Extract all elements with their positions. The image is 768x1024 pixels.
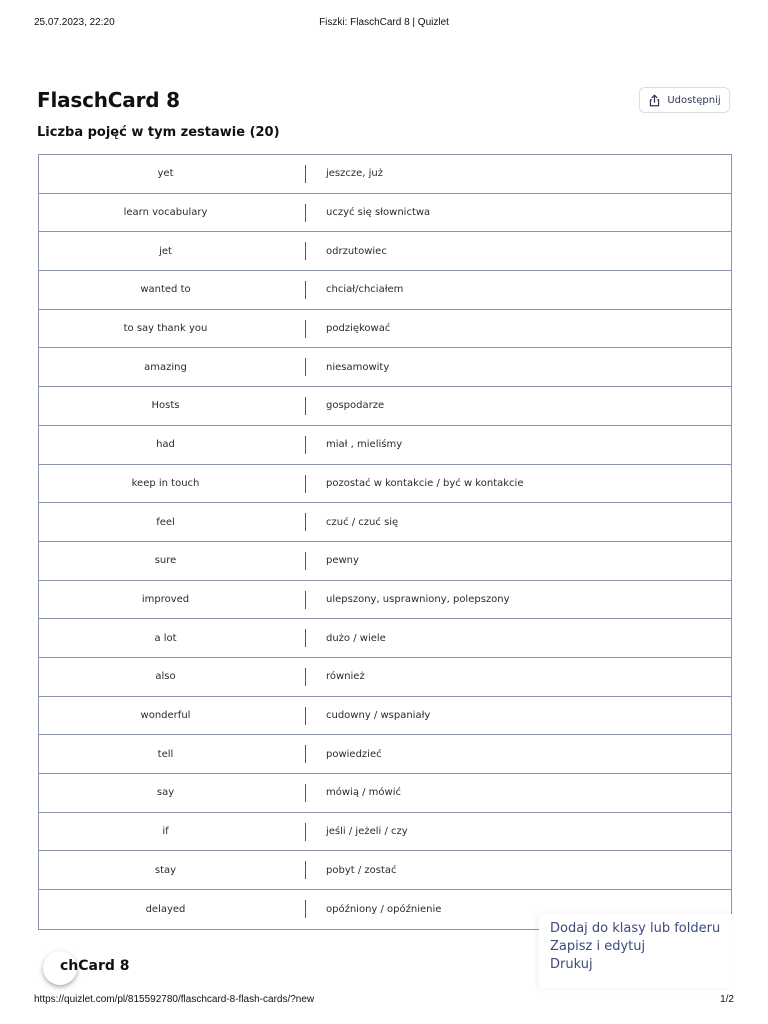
term-definition: jeszcze, już [326,168,384,180]
row-divider [305,513,306,531]
menu-item-save-and-edit[interactable]: Zapisz i edytuj [550,939,646,954]
row-divider [305,900,306,918]
term-row [39,155,731,194]
row-divider [305,823,306,841]
row-divider [305,745,306,763]
term-row [39,232,731,271]
term-definition: również [326,671,365,683]
term-definition: uczyć się słownictwa [326,207,431,219]
term-row [39,813,731,852]
next-set-title: chCard 8 [60,958,130,974]
term-definition: pewny [326,555,359,567]
term-row [39,619,731,658]
term-definition: jeśli / jeżeli / czy [326,826,408,838]
term-definition: powiedzieć [326,748,382,760]
context-menu [539,914,732,988]
share-icon [648,94,661,107]
row-divider [305,475,306,493]
term-word: stay [154,864,177,876]
term-word: also [155,671,176,683]
term-row [39,310,731,349]
term-row [39,194,731,233]
term-definition: mówią / mówić [326,787,401,799]
term-row [39,348,731,387]
term-word: amazing [144,361,187,373]
row-divider [305,861,306,879]
term-word: a lot [154,632,177,644]
print-page-title: Fiszki: FlaschCard 8 | Quizlet [319,17,449,28]
term-row [39,851,731,890]
term-count-heading: Liczba pojęć w tym zestawie (20) [37,125,280,140]
term-row [39,658,731,697]
row-divider [305,591,306,609]
term-definition: opóźniony / opóźnienie [326,903,442,915]
row-divider [305,204,306,222]
terms-table [38,154,732,930]
term-row [39,542,731,581]
print-url: https://quizlet.com/pl/815592780/flaschcard-8-flash-cards/?new [34,994,315,1005]
term-word: say [156,787,175,799]
row-divider [305,281,306,299]
print-header [0,17,768,31]
row-divider [305,358,306,376]
term-word: keep in touch [131,477,200,489]
row-divider [305,784,306,802]
term-definition: miał , mieliśmy [326,439,403,451]
term-row [39,271,731,310]
row-divider [305,629,306,647]
term-word: had [156,439,175,451]
term-row [39,426,731,465]
term-definition: niesamowity [326,361,390,373]
term-row [39,581,731,620]
term-row [39,697,731,736]
term-row [39,387,731,426]
print-datetime: 25.07.2023, 22:20 [34,17,115,28]
term-word: learn vocabulary [123,207,208,219]
term-word: improved [141,593,190,605]
row-divider [305,668,306,686]
term-definition: chciał/chciałem [326,284,404,296]
set-title: FlaschCard 8 [37,88,180,112]
term-word: sure [154,555,177,567]
term-word: jet [159,245,172,257]
term-word: delayed [145,903,186,915]
row-divider [305,397,306,415]
term-definition: pozostać w kontakcie / być w kontakcie [326,477,524,489]
term-definition: ulepszony, usprawniony, polepszony [326,593,510,605]
share-button[interactable] [639,87,730,113]
row-divider [305,436,306,454]
term-word: to say thank you [123,323,208,335]
row-divider [305,707,306,725]
menu-item-add-to-class-or-folder[interactable]: Dodaj do klasy lub folderu [550,921,721,936]
term-definition: cudowny / wspaniały [326,709,431,721]
term-word: feel [156,516,175,528]
term-definition: czuć / czuć się [326,516,399,528]
menu-item-print[interactable]: Drukuj [550,957,593,972]
print-footer [0,994,768,1008]
term-row [39,465,731,504]
term-row [39,503,731,542]
term-word: if [162,826,169,838]
term-definition: podziękować [326,323,391,335]
term-definition: odrzutowiec [326,245,387,257]
term-definition: gospodarze [326,400,385,412]
row-divider [305,242,306,260]
row-divider [305,552,306,570]
term-row [39,735,731,774]
term-row [39,774,731,813]
term-word: wonderful [140,709,191,721]
print-page-number: 1/2 [720,994,734,1005]
term-word: yet [157,168,174,180]
row-divider [305,165,306,183]
term-word: wanted to [140,284,191,296]
row-divider [305,320,306,338]
term-word: tell [157,748,174,760]
share-label: Udostępnij [667,94,721,106]
term-definition: dużo / wiele [326,632,386,644]
term-definition: pobyt / zostać [326,864,397,876]
term-word: Hosts [151,400,180,412]
